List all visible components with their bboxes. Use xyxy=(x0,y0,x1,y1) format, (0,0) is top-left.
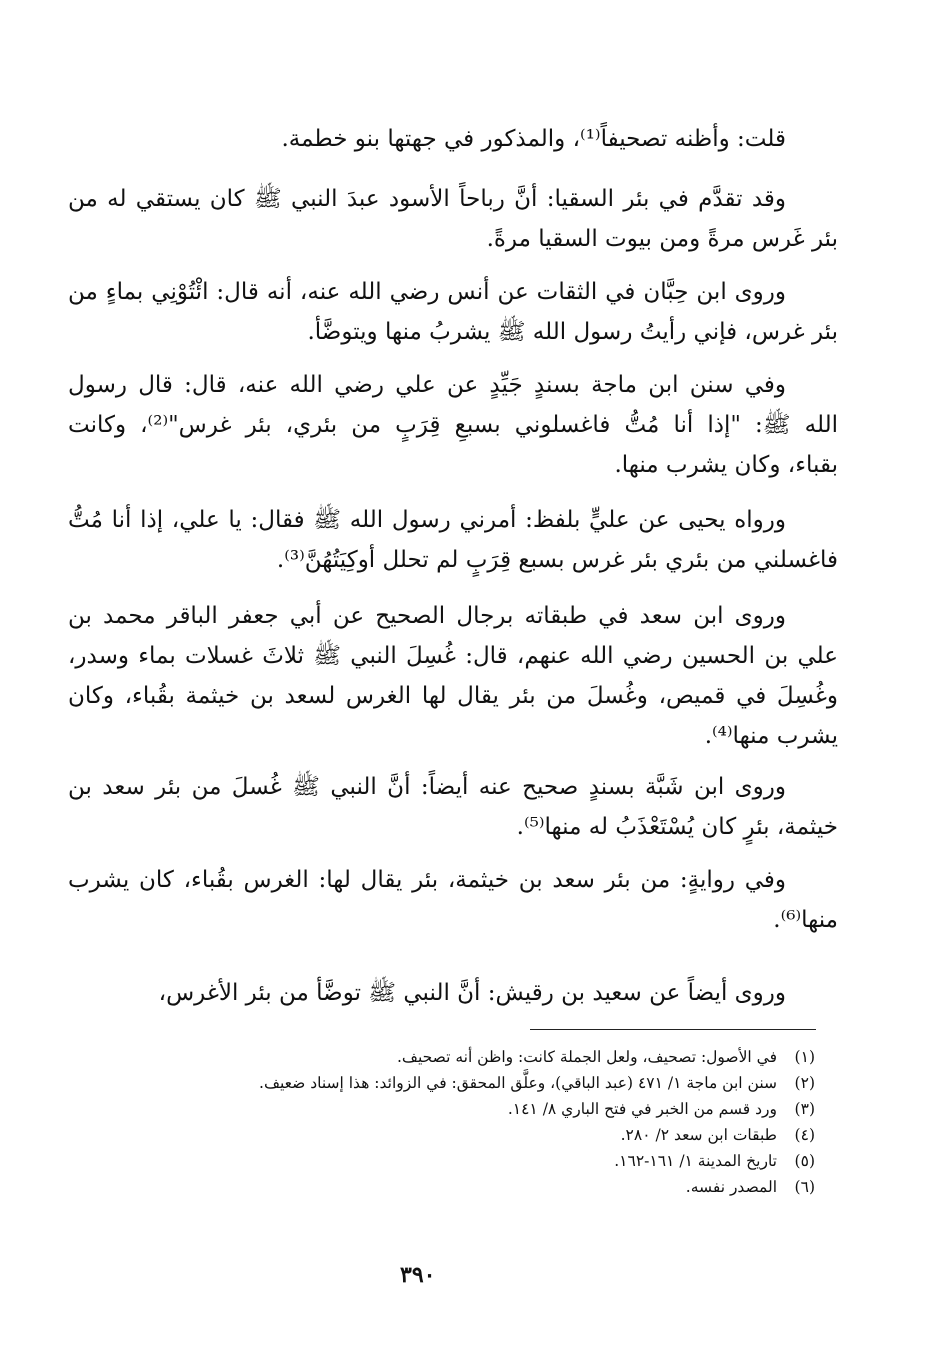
paragraph-line: ورواه يحيى عن عليٍّ بلفظ: أمرني رسول الله ﷺ فقال: يا علي، إذا أنا مُتُّ xyxy=(68,507,786,533)
footnote-text: في الأصول: تصحيف، ولعل الجملة كانت: واظن أنه تصحيف. xyxy=(396,1048,777,1066)
footnote xyxy=(614,1150,815,1172)
paragraph-line: بئر غرس، فإني رأيتُ رسول الله ﷺ يشربُ منها ويتوضَّأ. xyxy=(307,319,838,345)
footnote-number: (٢) xyxy=(794,1074,815,1092)
footnote xyxy=(397,1046,815,1068)
footnote-number: (٣) xyxy=(794,1100,815,1118)
footnote xyxy=(621,1124,815,1146)
paragraph-line: علي بن الحسين رضي الله عنهم، قال: غُسِلَ النبي ﷺ ثلاثَ غسلات بماء وسدر، xyxy=(68,643,838,669)
footnote-text: طبقات ابن سعد ٢/ ٢٨٠. xyxy=(620,1126,777,1144)
footnote-text: المصدر نفسه. xyxy=(685,1178,777,1196)
footnote-separator xyxy=(530,1029,816,1030)
paragraph-line: خيثمة، بئرٍ كان يُسْتَعْذَبُ له منها⁽⁵⁾. xyxy=(516,814,838,840)
paragraph-line: فاغسلني من بئري بئر غرس بسبع قِرَبٍ لم تحلل أوكِيَتُهُنَّ⁽³⁾. xyxy=(276,547,838,573)
footnote-text: سنن ابن ماجة ١/ ٤٧١ (عبد الباقي)، وعلَّق المحقق: في الزوائد: هذا إسناد ضعيف. xyxy=(259,1074,777,1092)
footnote-text: ورد قسم من الخبر في فتح الباري ٨/ ١٤١. xyxy=(507,1100,777,1118)
paragraph-line: وروى ابن شَبَّة بسندٍ صحيح عنه أيضاً: أنَّ النبي ﷺ غُسلَ من بئر سعد بن xyxy=(68,774,786,800)
footnote-number: (٤) xyxy=(794,1126,815,1144)
paragraph-line: بئر غَرس مرةً ومن بيوت السقيا مرةً. xyxy=(486,226,838,252)
paragraph-line: وروى ابن سعد في طبقاته برجال الصحيح عن أبي جعفر الباقر محمد بن xyxy=(68,603,786,629)
paragraph-line: بقباء، وكان يشرب منها. xyxy=(614,452,838,478)
footnote xyxy=(686,1176,815,1198)
paragraph-line: وغُسِلَ في قميص، وغُسلَ من بئر يقال لها الغرس لسعد بن خيثمة بقُباء، وكان xyxy=(68,683,838,709)
paragraph-line: الله ﷺ: "إذا أنا مُتُّ فاغسلوني بسبعِ قِرَبٍ من بئري، بئر غرس"⁽²⁾، وكانت xyxy=(68,412,839,438)
paragraph-line: منها⁽⁶⁾. xyxy=(773,907,838,933)
paragraph-line: وقد تقدَّم في بئر السقيا: أنَّ رباحاً الأسود عبدَ النبي ﷺ كان يستقي له من xyxy=(68,186,786,212)
footnote-text: تاريخ المدينة ١/ ١٦١-١٦٢. xyxy=(614,1152,777,1170)
footnote xyxy=(508,1098,815,1120)
paragraph-line: وروى ابن حِبَّان في الثقات عن أنس رضي الله عنه، أنه قال: ائْتُوْنِي بماءٍ من xyxy=(68,279,786,305)
footnote xyxy=(259,1072,815,1094)
paragraph-line: وفي سنن ابن ماجة بسندٍ جَيِّدٍ عن علي رضي الله عنه، قال: قال رسول xyxy=(68,372,786,398)
footnote-number: (٥) xyxy=(794,1152,815,1170)
page-number: ٣٩٠ xyxy=(400,1262,436,1288)
paragraph-line: وفي روايةٍ: من بئر سعد بن خيثمة، بئر يقال لها: الغرس بقُباء، كان يشرب xyxy=(68,867,786,893)
footnote-number: (٦) xyxy=(794,1178,815,1196)
paragraph-line: قلت: وأظنه تصحيفاً⁽¹⁾، والمذكور في جهتها بنو خطمة. xyxy=(281,126,786,152)
footnote-number: (١) xyxy=(794,1048,815,1066)
paragraph-line: يشرب منها⁽⁴⁾. xyxy=(704,723,838,749)
paragraph-line: وروى أيضاً عن سعيد بن رقيش: أنَّ النبي ﷺ توضَّأ من بئر الأغرس، xyxy=(158,980,786,1006)
